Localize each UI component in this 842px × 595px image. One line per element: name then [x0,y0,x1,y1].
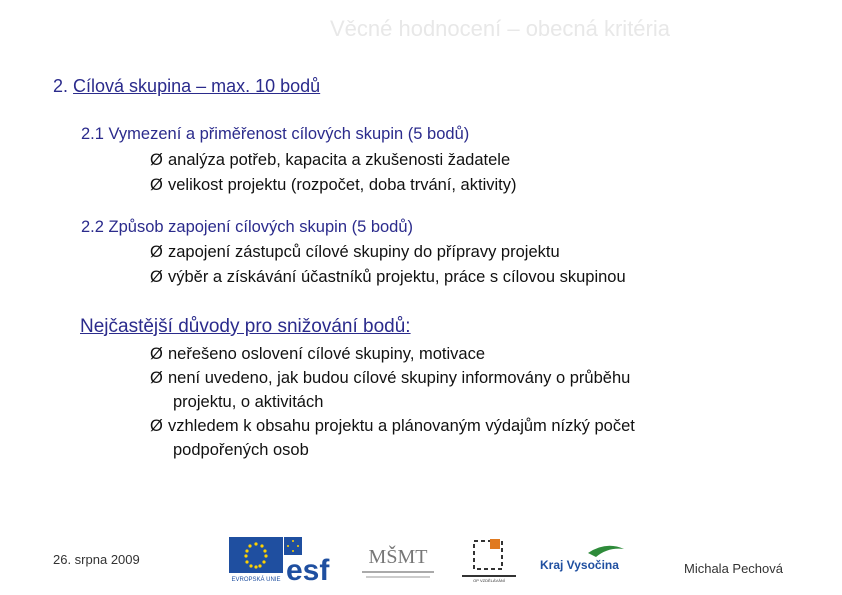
reasons-heading: Nejčastější důvody pro snižování bodů: [80,316,411,337]
op-logo-text: OP VZDĚLÁVÁNÍ [473,578,505,583]
bullet-arrow-icon: Ø [150,369,163,387]
eu-logo-text: EVROPSKÁ UNIE [231,577,281,583]
bullet-arrow-icon: Ø [150,243,163,261]
esf-logo-text: esf [286,554,330,583]
bullet-arrow-icon: Ø [150,345,163,363]
esf-logo [284,537,336,583]
bullet-item: Ø zapojení zástupců cílové skupiny do přípravy projektu [150,243,560,261]
bullet-arrow-icon: Ø [150,268,163,286]
msmt-logo [358,537,438,583]
footer-author: Michala Pechová [684,561,783,576]
section-number: 2. [53,76,69,96]
slide-title: Věcné hodnocení – obecná kritéria [329,16,670,41]
reason-item-continuation: podpořených osob [173,441,309,459]
kraj-logo-text: Kraj Vysočina [540,558,619,572]
bullet-item: Ø výběr a získávání účastníků projektu, práce s cílovou skupinou [150,268,626,286]
footer-date: 26. srpna 2009 [53,552,140,567]
bullet-arrow-icon: Ø [150,417,163,435]
reason-item-continuation: projektu, o aktivitách [173,393,324,411]
bullet-arrow-icon: Ø [150,176,163,194]
reason-item: Ø vzhledem k obsahu projektu a plánovaným výdajům nízký počet [150,417,635,435]
bullet-arrow-icon: Ø [150,151,163,169]
section-heading-text: Cílová skupina – max. 10 bodů [73,76,321,96]
subsection-heading: 2.2 Způsob zapojení cílových skupin (5 bodů) [81,218,414,236]
reason-item: Ø neřešeno oslovení cílové skupiny, motivace [150,345,486,363]
section-heading [53,76,320,97]
subsection-heading: 2.1 Vymezení a přiměřenost cílových skupin (5 bodů) [81,125,470,143]
op-logo [460,537,518,583]
msmt-logo-text: MŠMT [368,546,428,568]
reason-item: Ø není uvedeno, jak budou cílové skupiny informovány o průběhu [150,369,631,387]
eu-logo [229,537,283,583]
bullet-item: Ø velikost projektu (rozpočet, doba trvání, aktivity) [150,176,517,194]
kraj-vysocina-logo [538,541,626,577]
bullet-item: Ø analýza potřeb, kapacita a zkušenosti žadatele [150,151,511,169]
